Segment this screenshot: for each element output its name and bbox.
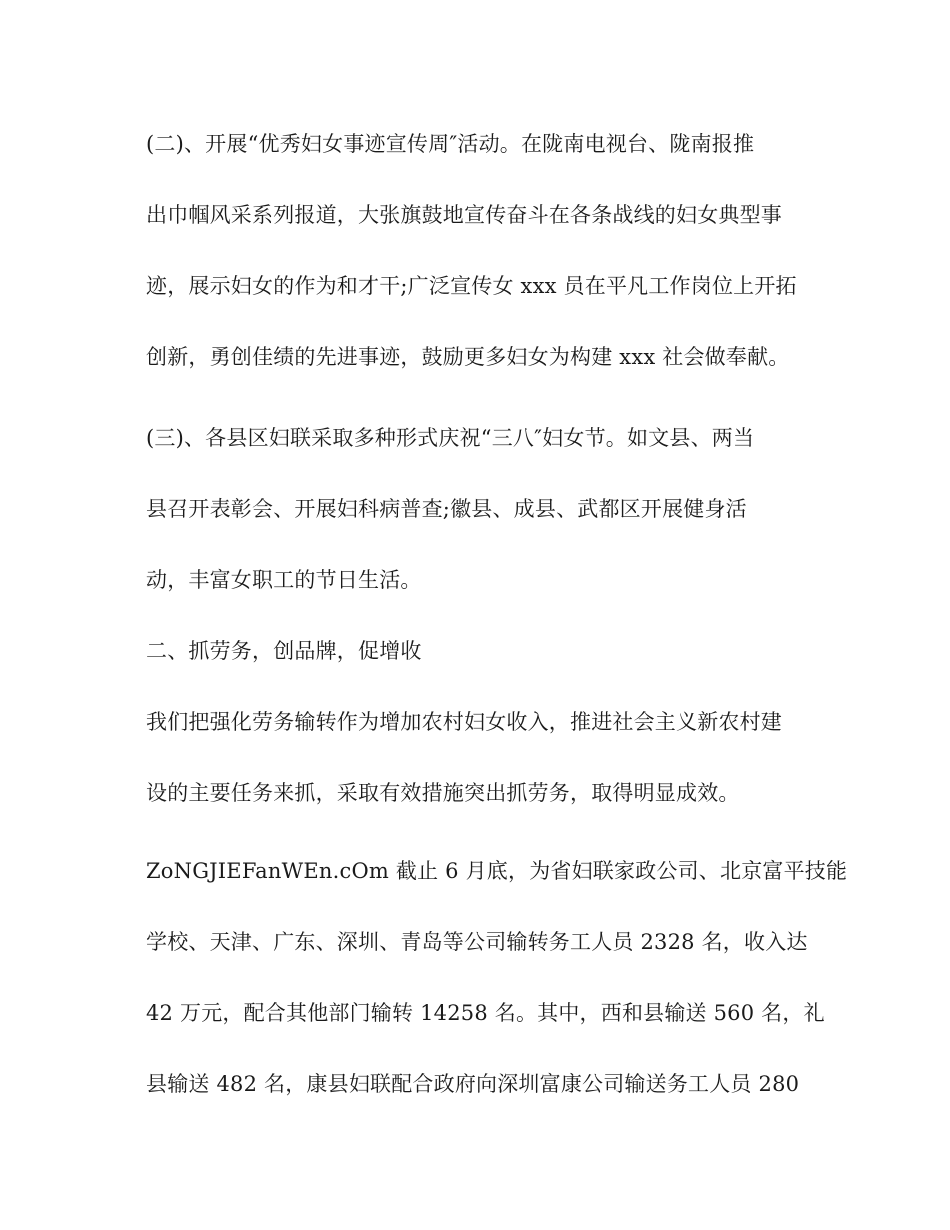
text-line: 设的主要任务来抓，采取有效措施突出抓劳务，取得明显成效。 [146,781,740,805]
section-heading: 二、抓劳务，创品牌，促增收 [146,639,422,663]
text-line: 学校、天津、广东、深圳、青岛等公司输转务工人员 2328 名，收入达 [146,930,808,954]
text-line: 县输送 482 名，康县妇联配合政府向深圳富康公司输送务工人员 280 [146,1072,800,1096]
text-line: 出巾帼风采系列报道，大张旗鼓地宣传奋斗在各条战线的妇女典型事 [146,203,782,227]
text-line: (二)、开展“优秀妇女事迹宣传周″活动。在陇南电视台、陇南报推 [146,132,755,156]
text-line: 我们把强化劳务输转作为增加农村妇女收入，推进社会主义新农村建 [146,710,782,734]
text-line: (三)、各县区妇联采取多种形式庆祝“三八″妇女节。如文县、两当 [146,426,755,450]
text-line: 迹，展示妇女的作为和才干;广泛宣传女 xxx 员在平凡工作岗位上开拓 [146,274,797,298]
text-line: ZoNGJIEFanWEn.cOm 截止 6 月底，为省妇联家政公司、北京富平技能 [146,859,848,883]
text-line: 42 万元，配合其他部门输转 14258 名。其中，西和县输送 560 名，礼 [146,1001,825,1025]
text-line: 创新，勇创佳绩的先进事迹，鼓励更多妇女为构建 xxx 社会做奉献。 [146,345,790,369]
text-line: 动，丰富女职工的节日生活。 [146,568,422,592]
text-line: 县召开表彰会、开展妇科病普查;徽县、成县、武都区开展健身活 [146,497,747,521]
